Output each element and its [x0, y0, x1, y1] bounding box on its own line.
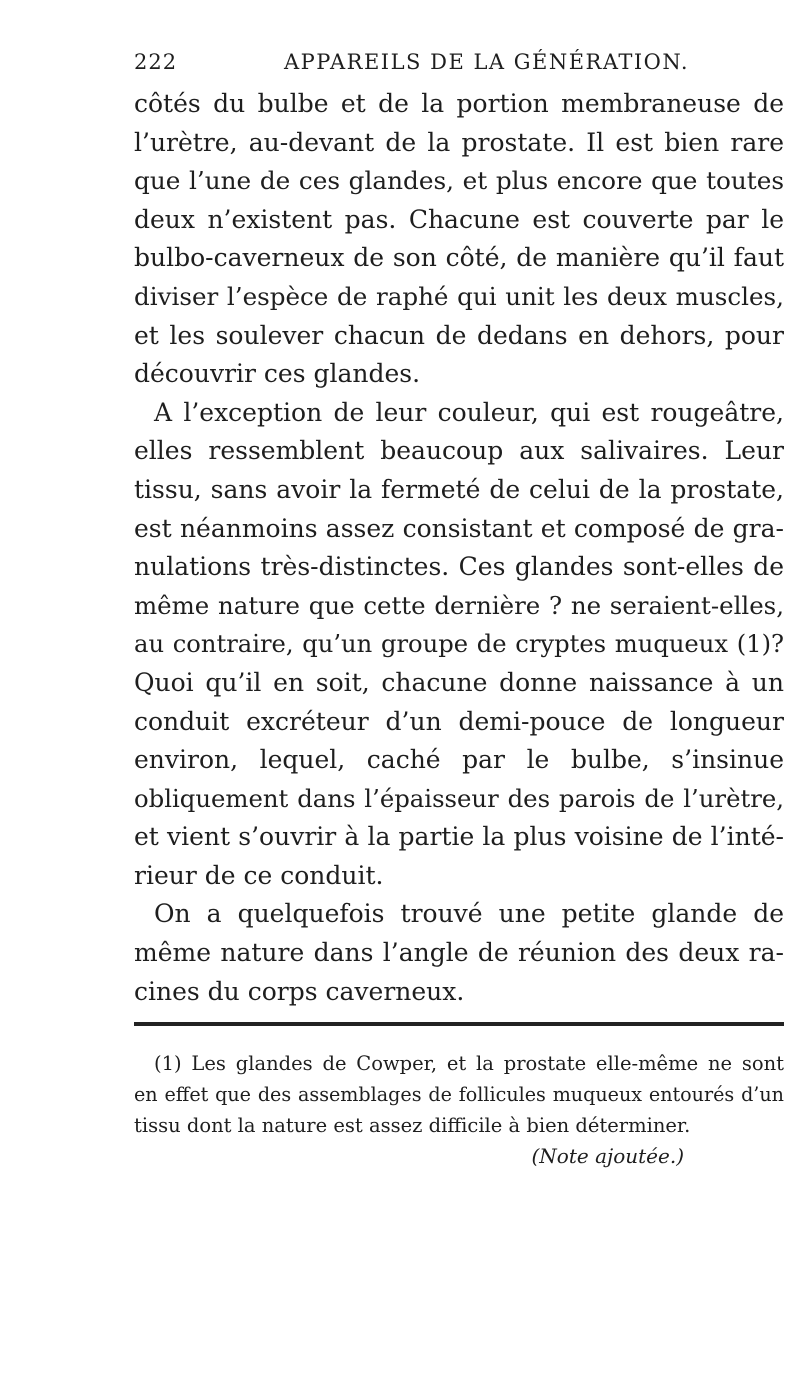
text-line: côtés du bulbe et de la portion membraneuse de [134, 89, 784, 118]
text-line: même nature que cette dernière ? ne seraient-elles, [134, 590, 784, 620]
text-line: cines du corps caverneux. [134, 976, 465, 1006]
text-line: tissu, sans avoir la fermeté de celui de la prostate, [134, 474, 784, 504]
footnote-line: en effet que des assemblages de follicules muqueux entourés d’un [134, 1083, 784, 1106]
page-number: 222 [134, 50, 178, 74]
text-line: On a quelquefois trouvé une petite glande de [154, 899, 784, 929]
footnote-signature-text: (Note ajoutée.) [531, 1144, 684, 1168]
footnote-signature [134, 1141, 784, 1172]
text-line: elles ressemblent beaucoup aux salivaires. Leur [134, 436, 784, 466]
text-line: rieur de ce conduit. [134, 860, 384, 890]
footnote-line: (1) Les glandes de Cowper, et la prostate elle-même ne sont [154, 1052, 784, 1075]
text-line: diviser l’espèce de raphé qui unit les deux muscles, [134, 281, 784, 311]
text-line: et les soulever chacun de dedans en dehors, pour [134, 320, 784, 350]
text-line: que l’une de ces glandes, et plus encore que toutes [134, 166, 784, 196]
footnote [134, 1048, 784, 1172]
text-line: l’urètre, au-devant de la prostate. Il est bien rare [134, 127, 784, 157]
text-line: environ, lequel, caché par le bulbe, s’insinue [134, 745, 784, 775]
text-line: nulations très-distinctes. Ces glandes sont-elles de [134, 552, 784, 582]
text-line: même nature dans l’angle de réunion des deux ra- [134, 938, 784, 968]
text-line: conduit excréteur d’un demi-pouce de longueur [134, 706, 784, 736]
text-line: découvrir ces glandes. [134, 359, 421, 389]
running-title: APPAREILS DE LA GÉNÉRATION. [284, 50, 690, 74]
text-line: Quoi qu’il en soit, chacune donne naissance à un [134, 667, 784, 697]
text-line: A l’exception de leur couleur, qui est rougeâtre, [154, 397, 784, 427]
text-line: et vient s’ouvrir à la partie la plus voisine de l’inté- [134, 822, 784, 852]
text-line: obliquement dans l’épaisseur des parois de l’urètre, [134, 783, 784, 813]
body-text [134, 85, 784, 1011]
text-line: est néanmoins assez consistant et composé de gra- [134, 513, 784, 543]
footnote-rule [134, 1022, 784, 1026]
text-line: bulbo-caverneux de son côté, de manière qu’il faut [134, 243, 784, 273]
footnote-line: tissu dont la nature est assez difficile à bien déterminer. [134, 1114, 691, 1137]
text-line: au contraire, qu’un groupe de cryptes muqueux (1)? [134, 630, 784, 659]
running-head [134, 50, 784, 90]
text-line: deux n’existent pas. Chacune est couverte par le [134, 204, 784, 234]
